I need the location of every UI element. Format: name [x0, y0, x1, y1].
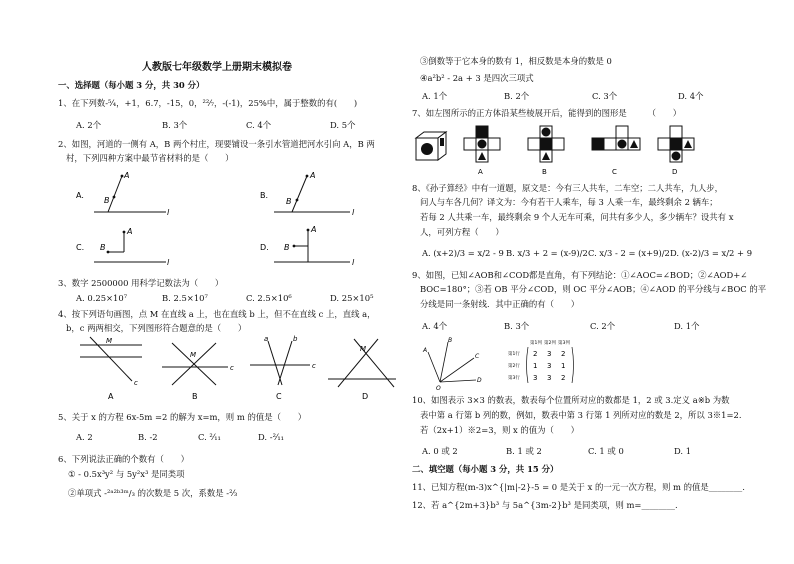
option-d: D. (x-2)/3 = x/2 + 9 — [670, 248, 753, 258]
question-4-figures — [78, 335, 398, 405]
figure-a — [76, 171, 170, 217]
col-header-3: 第3列 — [558, 341, 570, 346]
point-b — [107, 251, 110, 254]
label-c: C — [475, 353, 480, 360]
option-a: A. (x+2)/3 = x/2 - 9 — [422, 248, 504, 258]
question-6-item1: ① - 0.5x³y² 与 5y²x³ 是同类项 — [68, 469, 185, 479]
option-b: B. x/3 + 2 = (x-9)/2 — [506, 248, 588, 258]
label-c-option: C — [276, 392, 282, 401]
col-header-1: 第1列 — [530, 341, 542, 346]
point-a — [306, 175, 309, 178]
cell: 3 — [547, 374, 552, 382]
label-m: M — [106, 337, 113, 345]
option-b: B. 3个 — [162, 120, 188, 130]
label-a-line: a — [264, 335, 269, 343]
label-l: l — [167, 208, 170, 217]
label-a: A — [108, 392, 114, 401]
option-b: B. 2个 — [504, 91, 530, 101]
section-choice-title: 一、选择题（每小题 3 分，共 30 分） — [58, 80, 205, 90]
question-6-item3: ③倒数等于它本身的数有 1，相反数是本身的数是 0 — [420, 56, 612, 66]
option-b: B. 2.5×10⁷ — [162, 293, 208, 303]
ray-d — [440, 380, 476, 382]
label-b: B — [448, 337, 453, 344]
option-c: C. 2个 — [590, 321, 616, 331]
cell: 3 — [547, 350, 552, 358]
label-d: D — [672, 168, 678, 176]
col-header-2: 第2列 — [544, 341, 556, 346]
label-c: c — [230, 364, 234, 372]
question-2-line1: 2、如图，河道的一侧有 A，B 两个村庄，现要铺设一条引水管道把河水引向 A，B 两 — [58, 139, 375, 149]
option-b: B. -2 — [138, 432, 158, 442]
question-4-line2: b，c 两两相交，下列图形符合题意的是（ ） — [66, 323, 247, 333]
option-c: C. ²⁄₁₁ — [198, 432, 221, 442]
question-10-line2: 表中第 a 行第 b 列的数，例如，数表中第 3 行第 1 列所对应的数是 2，所以 3※1=2. — [420, 410, 742, 420]
question-8-line4: 人，可列方程（ ） — [420, 227, 504, 237]
label-point-a: A — [311, 225, 317, 234]
label-c: c — [312, 362, 316, 370]
line-b — [278, 341, 292, 385]
question-9-figure — [422, 338, 492, 390]
line-a — [338, 339, 378, 387]
label-d: D — [362, 392, 369, 401]
question-9-line2: BOC=180°；③若 OB 平分∠COD，则 OC 平分∠AOB；④∠AOD 的平分线与∠BOC 的平 — [420, 284, 767, 294]
ray-a — [428, 352, 440, 382]
point-b — [113, 196, 116, 199]
cell: 2 — [561, 374, 566, 382]
option-d: D. 4个 — [678, 91, 704, 101]
label-o: O — [436, 385, 441, 392]
question-8-line3: 若每 2 人共乘一车，最终剩余 9 个人无车可乘，问共有多少人，多少辆车？设共有 x — [420, 212, 734, 222]
label-b: B — [542, 168, 547, 176]
option-d: D. 5个 — [330, 120, 356, 130]
pipe — [108, 176, 122, 212]
question-10-line1: 10、如图表示 3×3 的数表，数表每个位置所对应的数都是 1，2 或 3.定义 a※b 为数 — [412, 395, 730, 405]
figure-a — [80, 337, 142, 401]
net-c — [592, 126, 640, 176]
row-header-1: 第1行 — [508, 352, 520, 357]
option-d: D. -²⁄₁₁ — [258, 432, 285, 442]
question-2-line2: 村，下列四种方案中最节省材料的是（ ） — [66, 153, 234, 163]
option-d: D. 1 — [674, 446, 692, 456]
question-7-stem: 7、如左图所示的正方体沿某些棱展开后，能得到的图形是 （ ） — [412, 108, 682, 118]
label-m: M — [360, 345, 367, 353]
option-a: A. 0 或 2 — [422, 446, 458, 456]
label-b-line: b — [293, 335, 298, 343]
figure-c — [76, 227, 170, 267]
option-a: A. 2 — [76, 432, 93, 442]
label-l: l — [352, 208, 355, 217]
page-title: 人教版七年级数学上册期末模拟卷 — [142, 62, 292, 73]
label-point-a: A — [310, 171, 316, 180]
question-9-line3: 分线是同一条射线．其中正确的有（ ） — [420, 299, 580, 309]
option-a: A. 4个 — [422, 321, 448, 331]
pipe — [292, 176, 307, 212]
option-c: C. 3个 — [592, 91, 618, 101]
cell: 1 — [533, 362, 538, 370]
cube — [416, 132, 446, 160]
label-b: B — [192, 392, 198, 401]
label-c: c — [134, 379, 138, 387]
option-d: D. 1个 — [674, 321, 700, 331]
question-2-figures — [74, 170, 394, 275]
question-11-stem: 11、已知方程(m-3)x^{|m|-2}-5 = 0 是关于 x 的一元一次方程，则 m 的值是________. — [412, 482, 745, 492]
label-c: C. — [76, 243, 85, 252]
question-3-stem: 3、数字 2500000 用科学记数法为（ ） — [58, 278, 224, 288]
point-a — [121, 175, 124, 178]
label-d: D. — [260, 243, 269, 252]
cell: 2 — [561, 350, 566, 358]
label-point-b: B — [286, 197, 292, 206]
label-point-b: B — [104, 196, 110, 205]
row-header-2: 第2行 — [508, 364, 520, 369]
question-6-item4: ④a²b² - 2a + 3 是四次三项式 — [420, 73, 534, 83]
option-c: C. x/3 - 2 = (x+9)/2 — [588, 248, 670, 258]
figure-d — [328, 339, 396, 401]
label-a: A. — [76, 191, 84, 200]
point-a — [123, 231, 126, 234]
label-point-b: B — [100, 243, 106, 252]
left-column — [58, 0, 418, 564]
option-c: C. 2.5×10⁶ — [246, 293, 292, 303]
question-12-stem: 12、若 a^{2m+3}b³ 与 5a^{3m-2}b³ 是同类项，则 m=________. — [412, 500, 678, 510]
point-b — [293, 245, 296, 248]
label-a: A — [423, 347, 428, 354]
question-10-line3: 若（2x+1）※2=3，则 x 的值为（ ） — [420, 425, 579, 435]
question-6-item2: ②单项式 -²ᵃ²ᵇ³ᵐ/₃ 的次数是 5 次，系数是 -²⁄₃ — [68, 488, 238, 498]
row-header-3: 第3行 — [508, 376, 520, 381]
cell: 3 — [533, 374, 538, 382]
cell: 1 — [561, 362, 566, 370]
question-9-line1: 9、如图，已知∠AOB和∠COD都是直角，有下列结论：①∠AOC=∠BOD；②∠AOD+∠ — [412, 270, 748, 280]
figure-d — [260, 225, 355, 267]
question-4-line1: 4、按下列语句画图，点 M 在直线 a 上，也在直线 b 上，但不在直线 c 上，直线 a， — [58, 309, 376, 319]
label-point-b: B — [284, 243, 290, 252]
option-a: A. 1个 — [422, 91, 448, 101]
label-c: C — [612, 168, 617, 176]
point-a — [307, 229, 310, 232]
option-b: B. 3个 — [504, 321, 530, 331]
option-a: A. 0.25×10⁷ — [76, 293, 128, 303]
figure-b — [260, 171, 355, 217]
right-column — [412, 0, 772, 564]
right-bracket — [572, 347, 574, 383]
option-d: D. 25×10⁵ — [330, 293, 374, 303]
label-m: M — [190, 351, 197, 359]
net-d — [658, 126, 694, 176]
cell: 3 — [547, 362, 552, 370]
option-c: C. 1 或 0 — [588, 446, 624, 456]
figure-b — [162, 343, 234, 401]
question-8-line2: 问人与车各几何？译文为：今有若干人乘车，每 3 人乘一车，最终剩余 2 辆车； — [420, 197, 718, 207]
label-b: B. — [260, 191, 269, 200]
figure-c — [250, 335, 316, 401]
label-l: l — [352, 258, 355, 267]
label-a: A — [478, 168, 483, 176]
section-fill-title: 二、填空题（每小题 3 分，共 15 分） — [412, 464, 559, 474]
option-b: B. 1 或 2 — [506, 446, 542, 456]
label-d: D — [477, 377, 482, 384]
net-a — [464, 126, 500, 176]
ray-c — [440, 358, 474, 382]
question-6-stem: 6、下列说法正确的个数有（ ） — [58, 454, 189, 464]
question-5-stem: 5、关于 x 的方程 6x-5m =2 的解为 x=m，则 m 的值是（ ） — [58, 412, 307, 422]
option-c: C. 4个 — [246, 120, 272, 130]
left-bracket — [527, 347, 529, 383]
question-10-table — [506, 338, 586, 390]
cell: 2 — [533, 350, 538, 358]
question-7-figures — [414, 124, 734, 180]
option-a: A. 2个 — [76, 120, 102, 130]
ray-b — [440, 342, 448, 382]
point-b — [296, 199, 299, 202]
label-l: l — [167, 258, 170, 267]
net-b — [528, 126, 564, 176]
label-point-a: A — [127, 227, 133, 236]
question-8-line1: 8、《孙子算经》中有一道题，原文是：今有三人共车，二车空；二人共车，九人步， — [412, 183, 724, 193]
question-1-stem: 1、在下列数-⁵⁄₄，+1，6.7，-15，0，²²⁄₇，-(-1)，25%中，属于整数的有( ) — [58, 98, 358, 108]
label-point-a: A — [124, 171, 130, 180]
